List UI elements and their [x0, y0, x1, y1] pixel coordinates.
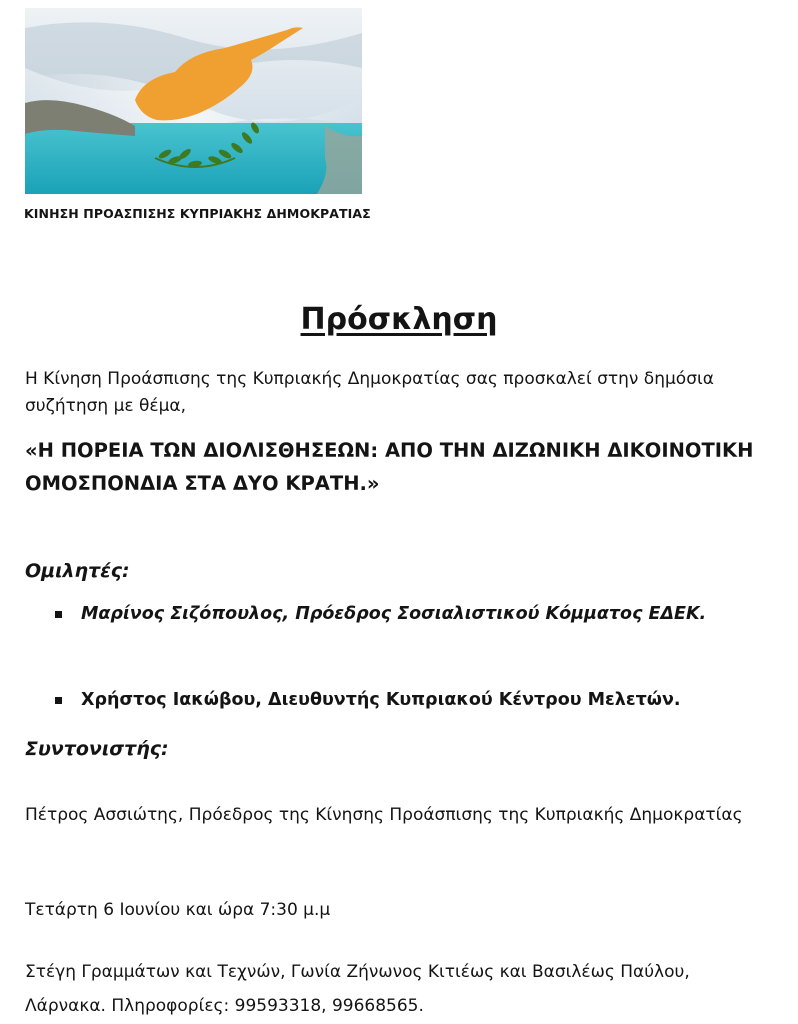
bullet-icon — [55, 697, 62, 704]
speaker-text: Χρήστος Ιακώβου, Διευθυντής Κυπριακού Κέντρου Μελετών. — [81, 690, 681, 710]
event-datetime: Τετάρτη 6 Ιουνίου και ώρα 7:30 μ.μ — [25, 900, 331, 920]
invitation-intro: Η Κίνηση Προάσπισης της Κυπριακής Δημοκρατίας σας προσκαλεί στην δημόσια συζήτηση με θέμα, — [25, 369, 714, 416]
bullet-icon — [55, 611, 62, 618]
organization-name: ΚΙΝΗΣΗ ΠΡΟΑΣΠΙΣΗΣ ΚΥΠΡΙΑΚΗΣ ΔΗΜΟΚΡΑΤΙΑΣ — [24, 206, 371, 221]
discussion-topic: «Η ΠΟΡΕΙΑ ΤΩΝ ΔΙΟΛΙΣΘΗΣΕΩΝ: ΑΠΟ ΤΗΝ ΔΙΖΩΝΙΚΗ ΔΙΚΟΙΝΟΤΙΚΗ ΟΜΟΣΠΟΝΔΙΑ ΣΤΑ ΔΥΟ ΚΡΑΤΗ.» — [25, 439, 754, 495]
speaker-text: Μαρίνος Σιζόπουλος, Πρόεδρος Σοσιαλιστικού Κόμματος ΕΔΕΚ. — [81, 604, 707, 624]
moderator-label: Συντονιστής: — [25, 738, 169, 760]
moderator-text: Πέτρος Ασσιώτης, Πρόεδρος της Κίνησης Προάσπισης της Κυπριακής Δημοκρατίας — [25, 805, 743, 825]
organization-logo — [25, 8, 362, 194]
speaker-item — [55, 604, 706, 624]
sea — [25, 123, 362, 194]
speakers-label: Ομιλητές: — [25, 560, 130, 582]
event-venue: Στέγη Γραμμάτων και Τεχνών, Γωνία Ζήνωνος Κιτιέως και Βασιλέως Παύλου, Λάρνακα. Πληροφορίες: 99593318, 99668565. — [25, 962, 690, 1016]
speaker-item — [55, 690, 681, 710]
cyprus-flag-logo-image — [25, 8, 362, 194]
page-title: Πρόσκληση — [300, 302, 498, 337]
